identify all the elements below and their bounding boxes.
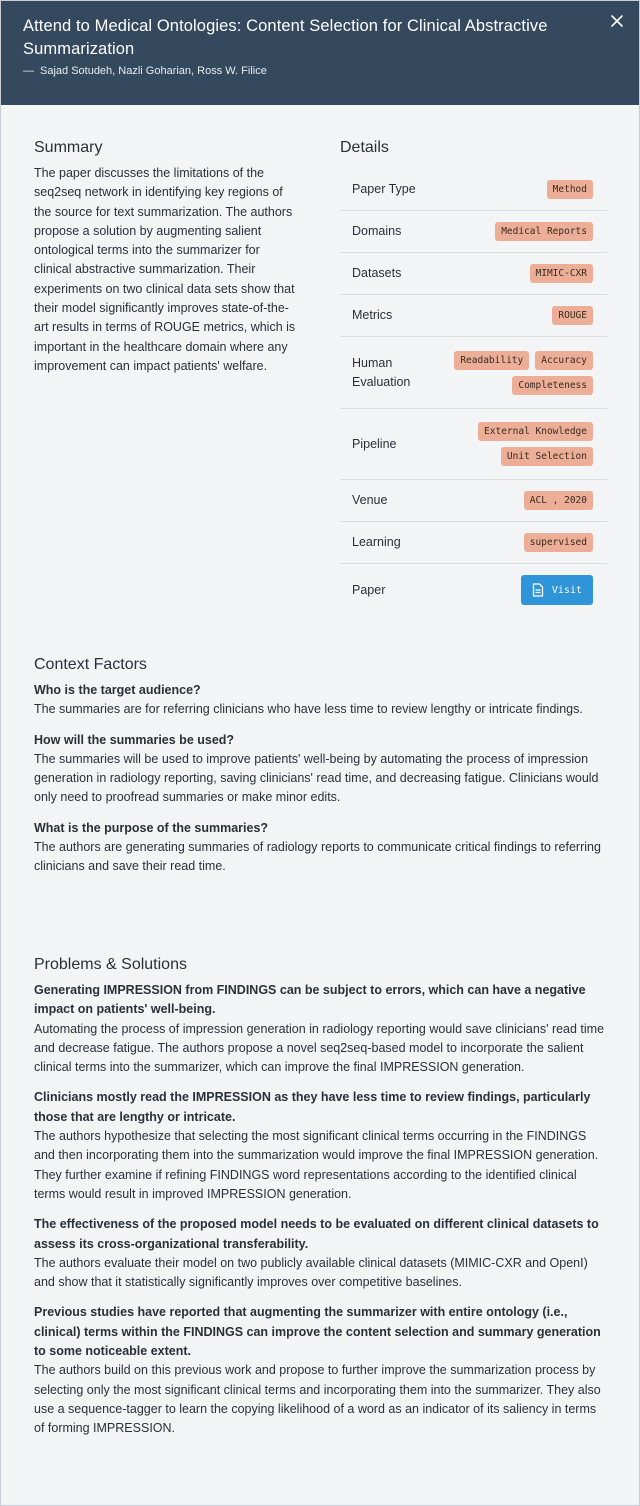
context-heading: Context Factors — [34, 656, 147, 673]
details-row-datasets — [340, 253, 607, 295]
details-row-venue — [340, 480, 607, 522]
tag[interactable]: External Knowledge — [478, 422, 593, 441]
tag[interactable]: supervised — [524, 533, 593, 552]
paper-title: Attend to Medical Ontologies: Content Selection for Clinical Abstractive Summarization — [23, 17, 548, 58]
details-label: Datasets — [352, 266, 402, 280]
context-question: Who is the target audience? — [34, 683, 201, 697]
context-factors-section — [34, 656, 608, 888]
authors-dash: — — [23, 65, 34, 77]
close-icon — [607, 11, 627, 31]
visit-paper-button[interactable] — [521, 575, 593, 605]
details-row-domains — [340, 211, 607, 253]
paper-authors — [23, 65, 579, 77]
context-item — [34, 819, 608, 877]
context-item — [34, 731, 608, 808]
context-answer: The summaries are for referring clinicians who have less time to review lengthy or intricate findings. — [34, 702, 583, 717]
summary-text: The paper discusses the limitations of the seq2seq network in identifying key regions of the source for text summarization. The authors propose a solution by augmenting salient ontological terms into the summarizer for clinical abstractive summarization. Their experiments on two clinical data sets show that their model significantly improves state-of-the-art results in terms of ROUGE metrics, which is important in the healthcare domain where any improvement can impact patients' welfare. — [34, 166, 296, 373]
details-label: Paper Type — [352, 182, 416, 196]
solution-text: Automating the process of impression generation in radiology reporting would save clinicians' read time and decrease fatigue. The authors propose a novel seq2seq-based model to incorporate the salient clinical terms into the summarizer, which can improve the final IMPRESSION generation. — [34, 1021, 605, 1075]
tag[interactable]: ROUGE — [552, 306, 593, 325]
details-heading: Details — [340, 139, 389, 156]
problems-heading: Problems & Solutions — [34, 956, 187, 973]
tag[interactable]: Method — [547, 180, 593, 199]
details-label: Learning — [352, 535, 401, 549]
context-answer: The summaries will be used to improve patients' well-being by automating the process of impression generation in radiology reporting, saving clinicians' read time, and decreasing fatigue. Clinicians would only need to proofread summaries or make minor edits. — [34, 751, 599, 805]
summary-section — [34, 139, 299, 376]
problems-solutions-section — [34, 956, 608, 1450]
tag[interactable]: Completeness — [512, 376, 593, 395]
solution-text: The authors hypothesize that selecting the most significant clinical terms occurring in the FINDINGS and then incorporating them into the summarization would improve the final IMPRESSION generation. They further examine if refining FINDINGS word representations according to the identified clinical terms would result in improved IMPRESSION generation. — [34, 1129, 599, 1201]
authors-list: Sajad Sotudeh, Nazli Goharian, Ross W. Filice — [40, 65, 267, 77]
details-label: Domains — [352, 224, 402, 238]
details-table — [340, 169, 607, 616]
details-section — [340, 139, 607, 616]
details-label: Human Evaluation — [352, 355, 411, 389]
details-label: Metrics — [352, 308, 393, 322]
details-label: Pipeline — [352, 436, 397, 451]
tag[interactable]: Unit Selection — [501, 447, 593, 466]
details-row-human-evaluation — [340, 337, 607, 409]
details-label: Paper — [352, 582, 386, 597]
details-label: Venue — [352, 493, 388, 507]
tag[interactable]: ACL , 2020 — [524, 491, 593, 510]
summary-heading: Summary — [34, 139, 103, 156]
problem-statement: The effectiveness of the proposed model needs to be evaluated on different clinical datasets to assess its cross-organizational transferability. — [34, 1217, 599, 1251]
tag[interactable]: MIMIC-CXR — [530, 264, 593, 283]
solution-text: The authors build on this previous work and propose to further improve the summarization process by selecting only the most significant clinical terms and incorporating them into the summarizer. They also use a sequence-tagger to learn the copying likelihood of a word as an indicator of its saliency in terms of forming IMPRESSION. — [34, 1363, 601, 1436]
visit-label: Visit — [551, 584, 582, 596]
context-question: What is the purpose of the summaries? — [34, 820, 269, 835]
details-row-pipeline — [340, 409, 607, 480]
details-row-learning — [340, 522, 607, 564]
problem-item — [34, 1215, 608, 1292]
details-row-paper-type — [340, 169, 607, 211]
tag[interactable]: Readability — [454, 351, 529, 370]
problem-item — [34, 1088, 608, 1204]
problem-statement: Generating IMPRESSION from FINDINGS can be subject to errors, which can have a negative impact on patients' well-being. — [34, 983, 586, 1017]
context-question: How will the summaries be used? — [34, 732, 235, 747]
solution-text: The authors evaluate their model on two publicly available clinical datasets (MIMIC-CXR and OpenI) and show that it statistically significantly improves over competitive baselines. — [34, 1255, 588, 1290]
tag[interactable]: Medical Reports — [495, 222, 593, 241]
document-icon — [532, 583, 544, 597]
close-button[interactable] — [607, 11, 627, 31]
problem-statement: Clinicians mostly read the IMPRESSION as they have less time to review findings, particularly those that are lengthy or intricate. — [34, 1090, 591, 1124]
context-item — [34, 681, 608, 720]
modal-header — [1, 1, 639, 105]
problem-item — [34, 1303, 608, 1438]
details-row-paper — [340, 564, 607, 616]
details-row-metrics — [340, 295, 607, 337]
tag[interactable]: Accuracy — [535, 351, 593, 370]
context-answer: The authors are generating summaries of radiology reports to communicate critical findings to referring clinicians and save their read time. — [34, 840, 601, 874]
problem-statement: Previous studies have reported that augmenting the summarizer with entire ontology (i.e., clinical) terms within the FINDINGS can improve the content selection and summary generation to some noticeable extent. — [34, 1305, 601, 1359]
problem-item — [34, 981, 608, 1077]
